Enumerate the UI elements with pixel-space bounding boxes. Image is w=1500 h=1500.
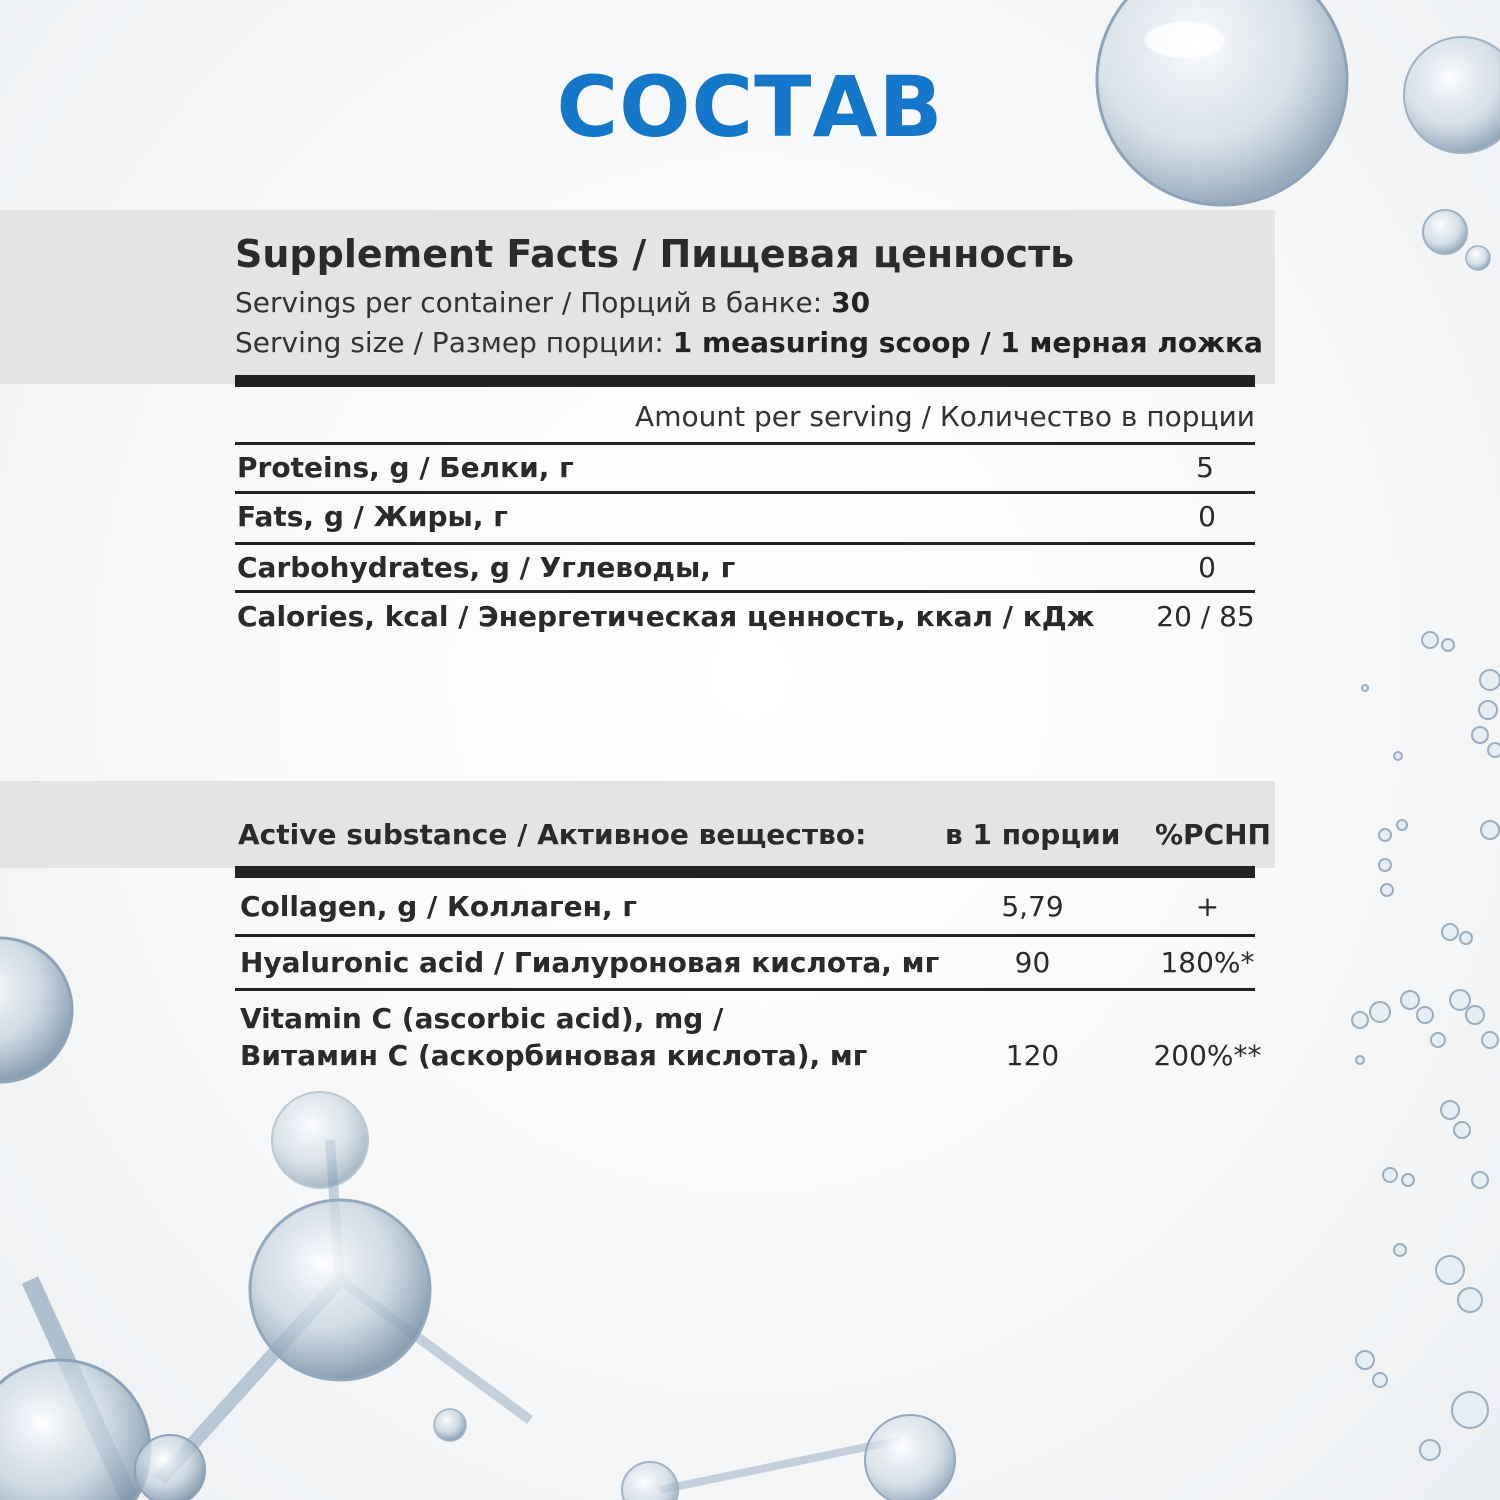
active-row-label: Collagen, g / Коллаген, г	[240, 890, 638, 923]
nutrition-row-label: Fats, g / Жиры, г	[237, 500, 508, 533]
page-title: СОСТАВ	[556, 58, 944, 156]
active-row-value: 120	[1005, 1039, 1060, 1072]
nutrition-row-label: Proteins, g / Белки, г	[237, 451, 574, 484]
divider	[235, 590, 1255, 593]
active-header-percent: %РСНП	[1155, 818, 1271, 851]
serving-size-value: 1 measuring scoop / 1 мерная ложка	[672, 326, 1263, 359]
active-header-substance: Active substance / Активное вещество:	[238, 818, 867, 851]
splash-icon	[1330, 620, 1500, 1500]
active-row-percent: 200%**	[1153, 1039, 1262, 1072]
facts-title: Supplement Facts / Пищевая ценность	[235, 232, 1075, 276]
serving-size-label: Serving size / Размер порции:	[235, 326, 673, 359]
servings-line	[235, 286, 870, 319]
active-row-value: 5,79	[1001, 890, 1064, 923]
serving-size-line	[235, 326, 1263, 359]
servings-value: 30	[831, 286, 871, 319]
active-row-label: Витамин С (аскорбиновая кислота), мг	[240, 1039, 868, 1072]
nutrition-row-label: Calories, kcal / Энергетическая ценность, ккал / кДж	[237, 600, 1095, 633]
nutrition-row-value: 0	[1198, 500, 1216, 533]
active-row-percent: +	[1195, 890, 1220, 923]
active-row-label: Vitamin C (ascorbic acid), mg /	[240, 1002, 724, 1035]
nutrition-row-value: 0	[1198, 551, 1216, 584]
active-row-percent: 180%*	[1160, 946, 1255, 979]
divider	[235, 491, 1255, 494]
active-header-portion: в 1 порции	[945, 818, 1121, 851]
divider	[235, 442, 1255, 445]
divider	[235, 988, 1255, 991]
divider-thick	[235, 866, 1255, 878]
nutrition-row-value: 5	[1196, 451, 1214, 484]
nutrition-row-label: Carbohydrates, g / Углеводы, г	[237, 551, 736, 584]
amount-header: Amount per serving / Количество в порции	[635, 400, 1255, 433]
servings-label: Servings per container / Порций в банке:	[235, 286, 832, 319]
molecule-icon	[610, 1380, 970, 1500]
divider	[235, 542, 1255, 545]
nutrition-row-value: 20 / 85	[1156, 600, 1255, 633]
divider-thick	[235, 375, 1255, 387]
active-row-label: Hyaluronic acid / Гиалуроновая кислота, мг	[240, 946, 940, 979]
divider	[235, 934, 1255, 937]
active-row-value: 90	[1014, 946, 1051, 979]
